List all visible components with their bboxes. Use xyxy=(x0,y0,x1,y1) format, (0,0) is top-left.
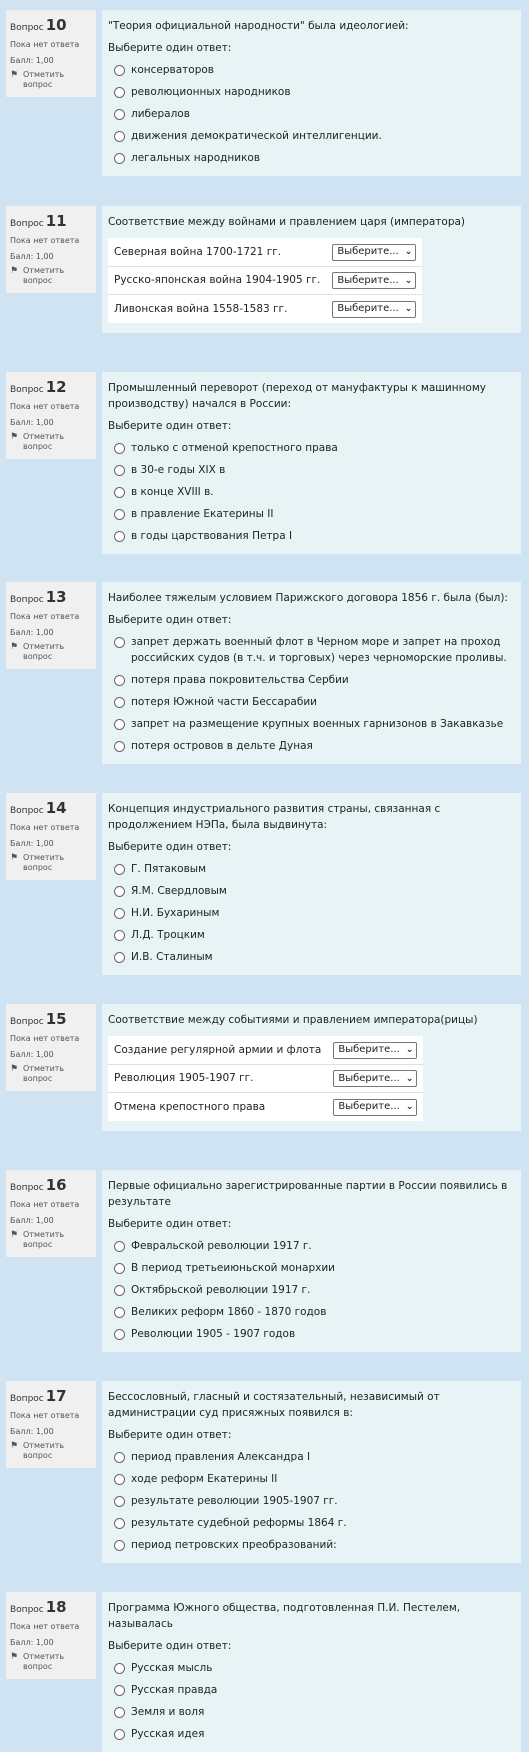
answer-option[interactable]: Революции 1905 - 1907 годов xyxy=(114,1326,515,1342)
answer-option[interactable]: Н.И. Бухариным xyxy=(114,905,515,921)
question-grade: Балл: 1,00 xyxy=(10,1638,54,1647)
answer-option[interactable]: В период третьеиюньской монархии xyxy=(114,1260,515,1276)
answer-option[interactable]: потеря Южной части Бессарабии xyxy=(114,694,515,710)
question-content xyxy=(102,1381,521,1563)
radio-button[interactable] xyxy=(114,509,125,520)
match-select[interactable]: Выберите... ⌄ xyxy=(332,301,416,318)
radio-button[interactable] xyxy=(114,487,125,498)
question-status: Пока нет ответа xyxy=(10,402,80,411)
answer-option[interactable]: запрет держать военный флот в Черном море и запрет на проход российских судов (в т.ч. и торговых) через черноморские проливы. xyxy=(114,634,515,666)
answer-option[interactable]: Великих реформ 1860 - 1870 годов xyxy=(114,1304,515,1320)
match-table xyxy=(108,238,422,323)
question-12 xyxy=(0,368,529,568)
flag-question-link[interactable]: ⚑ Отметить вопрос xyxy=(10,432,65,451)
question-15 xyxy=(0,1000,529,1140)
radio-button[interactable] xyxy=(114,109,125,120)
question-text: Промышленный переворот (переход от мануфактуры к машинному производству) начался в России: xyxy=(108,382,486,410)
radio-button[interactable] xyxy=(114,908,125,919)
flag-question-link[interactable]: ⚑ Отметить вопрос xyxy=(10,642,65,661)
answer-option[interactable]: И.В. Сталиным xyxy=(114,949,515,965)
flag-icon: ⚑ xyxy=(10,432,19,442)
flag-question-link[interactable]: ⚑ Отметить вопрос xyxy=(10,266,65,285)
question-grade: Балл: 1,00 xyxy=(10,839,54,848)
flag-question-link[interactable]: ⚑ Отметить вопрос xyxy=(10,1064,65,1083)
radio-button[interactable] xyxy=(114,465,125,476)
answer-prompt: Выберите один ответ: xyxy=(108,1218,232,1230)
radio-button[interactable] xyxy=(114,1241,125,1252)
question-status: Пока нет ответа xyxy=(10,40,80,49)
match-row xyxy=(108,1093,423,1121)
answer-prompt: Выберите один ответ: xyxy=(108,42,232,54)
radio-button[interactable] xyxy=(114,87,125,98)
radio-button[interactable] xyxy=(114,719,125,730)
radio-button[interactable] xyxy=(114,65,125,76)
answer-options xyxy=(114,1238,515,1342)
flag-icon: ⚑ xyxy=(10,70,19,80)
question-status: Пока нет ответа xyxy=(10,823,80,832)
answer-option[interactable]: потеря островов в дельте Дуная xyxy=(114,738,515,754)
answer-option[interactable]: Русская идея xyxy=(114,1726,515,1742)
radio-button[interactable] xyxy=(114,1307,125,1318)
question-status: Пока нет ответа xyxy=(10,1200,80,1209)
question-content xyxy=(102,206,521,333)
question-grade: Балл: 1,00 xyxy=(10,1216,54,1225)
answer-prompt: Выберите один ответ: xyxy=(108,1429,232,1441)
question-grade: Балл: 1,00 xyxy=(10,628,54,637)
question-text: Наиболее тяжелым условием Парижского договора 1856 г. была (был): xyxy=(108,592,508,604)
match-item: Революция 1905-1907 гг. xyxy=(108,1064,327,1093)
question-content xyxy=(102,793,521,975)
flag-icon: ⚑ xyxy=(10,1441,19,1451)
answer-option[interactable]: Русская мысль xyxy=(114,1660,515,1676)
match-item: Отмена крепостного права xyxy=(114,1100,266,1113)
radio-button[interactable] xyxy=(114,1285,125,1296)
flag-icon: ⚑ xyxy=(10,266,19,276)
flag-question-link[interactable]: ⚑ Отметить вопрос xyxy=(10,853,65,872)
answer-option[interactable]: консерваторов xyxy=(114,62,515,78)
match-select[interactable]: Выберите... ⌄ xyxy=(333,1042,417,1059)
flag-icon: ⚑ xyxy=(10,1230,19,1240)
question-info xyxy=(6,372,96,459)
answer-options xyxy=(114,62,515,166)
question-info xyxy=(6,10,96,97)
answer-option[interactable]: потеря права покровительства Сербии xyxy=(114,672,515,688)
match-row xyxy=(108,1064,423,1093)
radio-button[interactable] xyxy=(114,1685,125,1696)
match-item: Ливонская война 1558-1583 гг. xyxy=(114,302,288,315)
radio-button[interactable] xyxy=(114,1518,125,1529)
question-13 xyxy=(0,578,529,778)
question-grade: Балл: 1,00 xyxy=(10,418,54,427)
question-info xyxy=(6,1170,96,1257)
flag-question-link[interactable]: ⚑ Отметить вопрос xyxy=(10,1230,65,1249)
question-status: Пока нет ответа xyxy=(10,1034,80,1043)
answer-option[interactable]: Русская правда xyxy=(114,1682,515,1698)
question-number: Вопрос 18 xyxy=(10,1598,67,1616)
answer-option[interactable]: результате революции 1905-1907 гг. xyxy=(114,1493,515,1509)
radio-button[interactable] xyxy=(114,1263,125,1274)
question-text: Первые официально зарегистрированные партии в России появились в результате xyxy=(108,1180,508,1208)
question-content xyxy=(102,10,521,176)
answer-option[interactable]: в годы царствования Петра I xyxy=(114,528,515,544)
question-content xyxy=(102,372,521,554)
question-number: Вопрос 13 xyxy=(10,588,67,606)
question-number: Вопрос 12 xyxy=(10,378,67,396)
radio-button[interactable] xyxy=(114,1540,125,1551)
answer-option[interactable]: Я.М. Свердловым xyxy=(114,883,515,899)
radio-button[interactable] xyxy=(114,1329,125,1340)
answer-option[interactable]: период правления Александра I xyxy=(114,1449,515,1465)
flag-icon: ⚑ xyxy=(10,853,19,863)
answer-options xyxy=(114,1449,515,1553)
match-row xyxy=(108,238,422,266)
radio-button[interactable] xyxy=(114,697,125,708)
question-11 xyxy=(0,202,529,342)
answer-option[interactable]: революционных народников xyxy=(114,84,515,100)
question-grade: Балл: 1,00 xyxy=(10,56,54,65)
match-item: Русско-японская война 1904-1905 гг. xyxy=(108,266,326,295)
match-row xyxy=(108,1036,423,1064)
question-number: Вопрос 11 xyxy=(10,212,67,230)
answer-options xyxy=(114,861,515,965)
chevron-down-icon: ⌄ xyxy=(405,1045,414,1055)
question-info xyxy=(6,206,96,293)
question-text: Соответствие между событиями и правлением императора(рицы) xyxy=(108,1014,478,1026)
chevron-down-icon: ⌄ xyxy=(404,247,413,257)
question-info xyxy=(6,1592,96,1679)
question-18 xyxy=(0,1588,529,1743)
answer-option[interactable]: в 30-е годы XIX в xyxy=(114,462,515,478)
answer-option[interactable]: Земля и воля xyxy=(114,1704,515,1720)
radio-button[interactable] xyxy=(114,1707,125,1718)
flag-icon: ⚑ xyxy=(10,1652,19,1662)
question-info xyxy=(6,582,96,669)
radio-button[interactable] xyxy=(114,1729,125,1740)
flag-question-link[interactable]: ⚑ Отметить вопрос xyxy=(10,70,65,89)
answer-option[interactable]: только с отменой крепостного права xyxy=(114,440,515,456)
question-grade: Балл: 1,00 xyxy=(10,1427,54,1436)
radio-button[interactable] xyxy=(114,1496,125,1507)
answer-option[interactable]: запрет на размещение крупных военных гарнизонов в Закавказье xyxy=(114,716,515,732)
question-text: Бессословный, гласный и состязательный, независимый от администрации суд присяжных появился в: xyxy=(108,1391,440,1419)
answer-option[interactable]: движения демократической интеллигенции. xyxy=(114,128,515,144)
answer-option[interactable]: легальных народников xyxy=(114,150,515,166)
match-row xyxy=(108,266,422,295)
answer-option[interactable]: Л.Д. Троцким xyxy=(114,927,515,943)
question-number: Вопрос 16 xyxy=(10,1176,67,1194)
question-number: Вопрос 17 xyxy=(10,1387,67,1405)
radio-button[interactable] xyxy=(114,675,125,686)
answer-option[interactable]: результате судебной реформы 1864 г. xyxy=(114,1515,515,1531)
question-16 xyxy=(0,1166,529,1366)
question-status: Пока нет ответа xyxy=(10,1622,80,1631)
answer-option[interactable]: либералов xyxy=(114,106,515,122)
answer-prompt: Выберите один ответ: xyxy=(108,841,232,853)
radio-button[interactable] xyxy=(114,443,125,454)
chevron-down-icon: ⌄ xyxy=(405,1073,414,1084)
flag-question-link[interactable]: ⚑ Отметить вопрос xyxy=(10,1441,65,1460)
question-number: Вопрос 15 xyxy=(10,1010,67,1028)
question-text: Соответствие между войнами и правлением царя (императора) xyxy=(108,216,466,228)
radio-button[interactable] xyxy=(114,741,125,752)
match-item: Создание регулярной армии и флота xyxy=(108,1036,327,1064)
answer-option[interactable]: период петровских преобразований: xyxy=(114,1537,515,1553)
answer-prompt: Выберите один ответ: xyxy=(108,420,232,432)
answer-option[interactable]: ходе реформ Екатерины II xyxy=(114,1471,515,1487)
question-content xyxy=(102,582,521,764)
radio-button[interactable] xyxy=(114,531,125,542)
flag-question-link[interactable]: ⚑ Отметить вопрос xyxy=(10,1652,65,1671)
match-item: Северная война 1700-1721 гг. xyxy=(108,238,326,266)
radio-button[interactable] xyxy=(114,886,125,897)
question-info xyxy=(6,1381,96,1468)
radio-button[interactable] xyxy=(114,1452,125,1463)
question-info xyxy=(6,1004,96,1091)
question-info xyxy=(6,793,96,880)
question-status: Пока нет ответа xyxy=(10,236,80,245)
answer-option[interactable]: в правление Екатерины II xyxy=(114,506,515,522)
question-content xyxy=(102,1592,521,1752)
question-grade: Балл: 1,00 xyxy=(10,252,54,261)
answer-options xyxy=(114,1660,515,1742)
question-grade: Балл: 1,00 xyxy=(10,1050,54,1059)
flag-icon: ⚑ xyxy=(10,642,19,652)
match-table xyxy=(108,1036,423,1121)
radio-button[interactable] xyxy=(114,131,125,142)
chevron-down-icon: ⌄ xyxy=(405,1102,414,1112)
flag-icon: ⚑ xyxy=(10,1064,19,1074)
question-content xyxy=(102,1170,521,1352)
radio-button[interactable] xyxy=(114,153,125,164)
radio-button[interactable] xyxy=(114,952,125,963)
chevron-down-icon: ⌄ xyxy=(404,275,413,286)
question-text: "Теория официальной народности" была идеологией: xyxy=(108,20,409,32)
answer-prompt: Выберите один ответ: xyxy=(108,1640,232,1652)
answer-option[interactable]: Г. Пятаковым xyxy=(114,861,515,877)
radio-button[interactable] xyxy=(114,637,125,648)
question-status: Пока нет ответа xyxy=(10,1411,80,1420)
question-number: Вопрос 10 xyxy=(10,16,67,34)
question-17 xyxy=(0,1377,529,1577)
answer-option[interactable]: Октябрьской революции 1917 г. xyxy=(114,1282,515,1298)
question-10 xyxy=(0,6,529,191)
answer-options xyxy=(114,634,515,754)
question-text: Программа Южного общества, подготовленная П.И. Пестелем, называлась xyxy=(108,1602,461,1630)
question-14 xyxy=(0,789,529,989)
radio-button[interactable] xyxy=(114,864,125,875)
answer-options xyxy=(114,440,515,544)
match-select[interactable]: Выберите... ⌄ xyxy=(333,1099,417,1116)
answer-option[interactable]: в конце XVIII в. xyxy=(114,484,515,500)
question-status: Пока нет ответа xyxy=(10,612,80,621)
match-select[interactable]: Выберите... ⌄ xyxy=(332,244,416,261)
match-select[interactable]: Выберите... ⌄ xyxy=(332,272,416,289)
answer-prompt: Выберите один ответ: xyxy=(108,614,232,626)
radio-button[interactable] xyxy=(114,930,125,941)
question-content xyxy=(102,1004,521,1131)
answer-option[interactable]: Февральской революции 1917 г. xyxy=(114,1238,515,1254)
chevron-down-icon: ⌄ xyxy=(404,304,413,314)
match-select[interactable]: Выберите... ⌄ xyxy=(333,1070,417,1087)
question-number: Вопрос 14 xyxy=(10,799,67,817)
radio-button[interactable] xyxy=(114,1663,125,1674)
question-text: Концепция индустриального развития страны, связанная с продолжением НЭПа, была выдвинута: xyxy=(108,803,441,831)
radio-button[interactable] xyxy=(114,1474,125,1485)
match-row xyxy=(108,295,422,323)
